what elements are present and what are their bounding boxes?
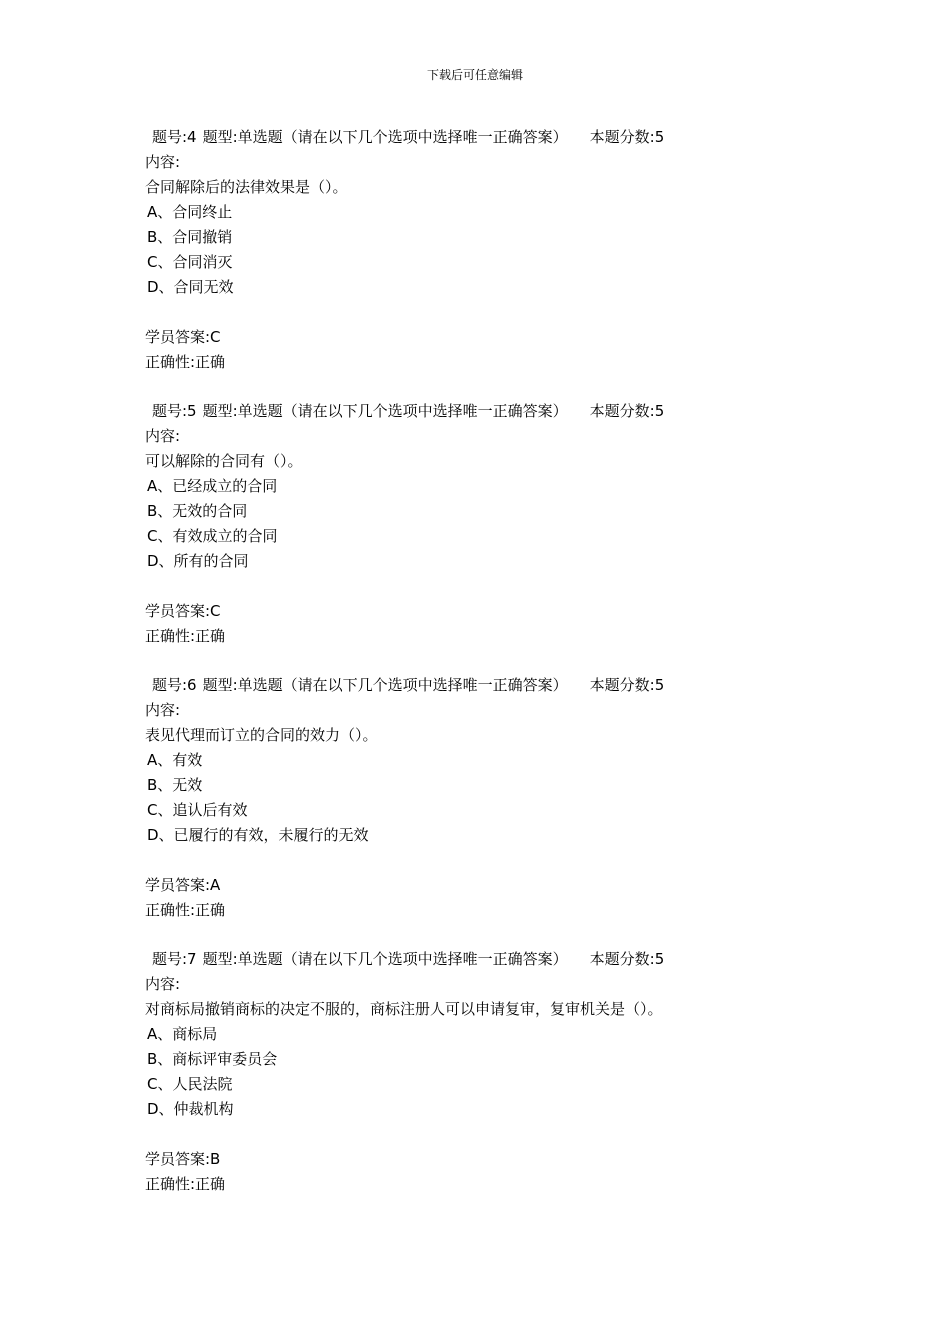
option-b: B、商标评审委员会 xyxy=(147,1050,278,1068)
question-block xyxy=(145,947,845,1197)
option-a: A、商标局 xyxy=(147,1025,218,1043)
question-stem: 对商标局撤销商标的决定不服的，商标注册人可以申请复审，复审机关是（）。 xyxy=(145,1000,663,1018)
question-type: 题型:单选题（请在以下几个选项中选择唯一正确答案） xyxy=(202,676,568,694)
question-number: 题号:7 xyxy=(152,950,197,968)
correctness: 正确性:正确 xyxy=(145,627,226,645)
option-c: C、合同消灭 xyxy=(147,253,233,271)
option-d: D、所有的合同 xyxy=(147,552,249,570)
spacer xyxy=(145,300,845,325)
question-header xyxy=(145,947,845,972)
option-b: B、无效 xyxy=(147,776,203,794)
content-label: 内容: xyxy=(145,153,181,171)
content-label: 内容: xyxy=(145,427,181,445)
question-number: 题号:4 xyxy=(152,128,197,146)
student-answer: 学员答案:B xyxy=(145,1150,221,1168)
question-block xyxy=(145,399,845,649)
question-list xyxy=(145,125,845,1221)
correctness: 正确性:正确 xyxy=(145,353,226,371)
correctness: 正确性:正确 xyxy=(145,1175,226,1193)
student-answer: 学员答案:C xyxy=(145,328,221,346)
question-header xyxy=(145,399,845,424)
option-b: B、合同撤销 xyxy=(147,228,233,246)
student-answer: 学员答案:A xyxy=(145,876,221,894)
option-d: D、已履行的有效，未履行的无效 xyxy=(147,826,369,844)
option-d: D、合同无效 xyxy=(147,278,234,296)
content-label: 内容: xyxy=(145,975,181,993)
option-a: A、合同终止 xyxy=(147,203,233,221)
spacer xyxy=(145,848,845,873)
option-b: B、无效的合同 xyxy=(147,502,248,520)
option-d: D、仲裁机构 xyxy=(147,1100,234,1118)
question-block xyxy=(145,125,845,375)
option-a: A、已经成立的合同 xyxy=(147,477,278,495)
question-score: 本题分数:5 xyxy=(589,128,665,146)
spacer xyxy=(145,1122,845,1147)
question-number: 题号:6 xyxy=(152,676,197,694)
question-score: 本题分数:5 xyxy=(589,676,665,694)
option-a: A、有效 xyxy=(147,751,203,769)
option-c: C、人民法院 xyxy=(147,1075,233,1093)
question-type: 题型:单选题（请在以下几个选项中选择唯一正确答案） xyxy=(202,402,568,420)
page-header-note: 下载后可任意编辑 xyxy=(426,68,523,82)
question-stem: 表见代理而订立的合同的效力（）。 xyxy=(145,726,378,744)
question-number: 题号:5 xyxy=(152,402,197,420)
option-c: C、有效成立的合同 xyxy=(147,527,278,545)
question-block xyxy=(145,673,845,923)
content-label: 内容: xyxy=(145,701,181,719)
question-score: 本题分数:5 xyxy=(589,402,665,420)
option-c: C、追认后有效 xyxy=(147,801,248,819)
spacer xyxy=(145,574,845,599)
question-type: 题型:单选题（请在以下几个选项中选择唯一正确答案） xyxy=(202,950,568,968)
question-type: 题型:单选题（请在以下几个选项中选择唯一正确答案） xyxy=(202,128,568,146)
question-stem: 可以解除的合同有（）。 xyxy=(145,452,303,470)
student-answer: 学员答案:C xyxy=(145,602,221,620)
correctness: 正确性:正确 xyxy=(145,901,226,919)
question-header xyxy=(145,673,845,698)
question-header xyxy=(145,125,845,150)
question-score: 本题分数:5 xyxy=(589,950,665,968)
question-stem: 合同解除后的法律效果是（）。 xyxy=(145,178,348,196)
